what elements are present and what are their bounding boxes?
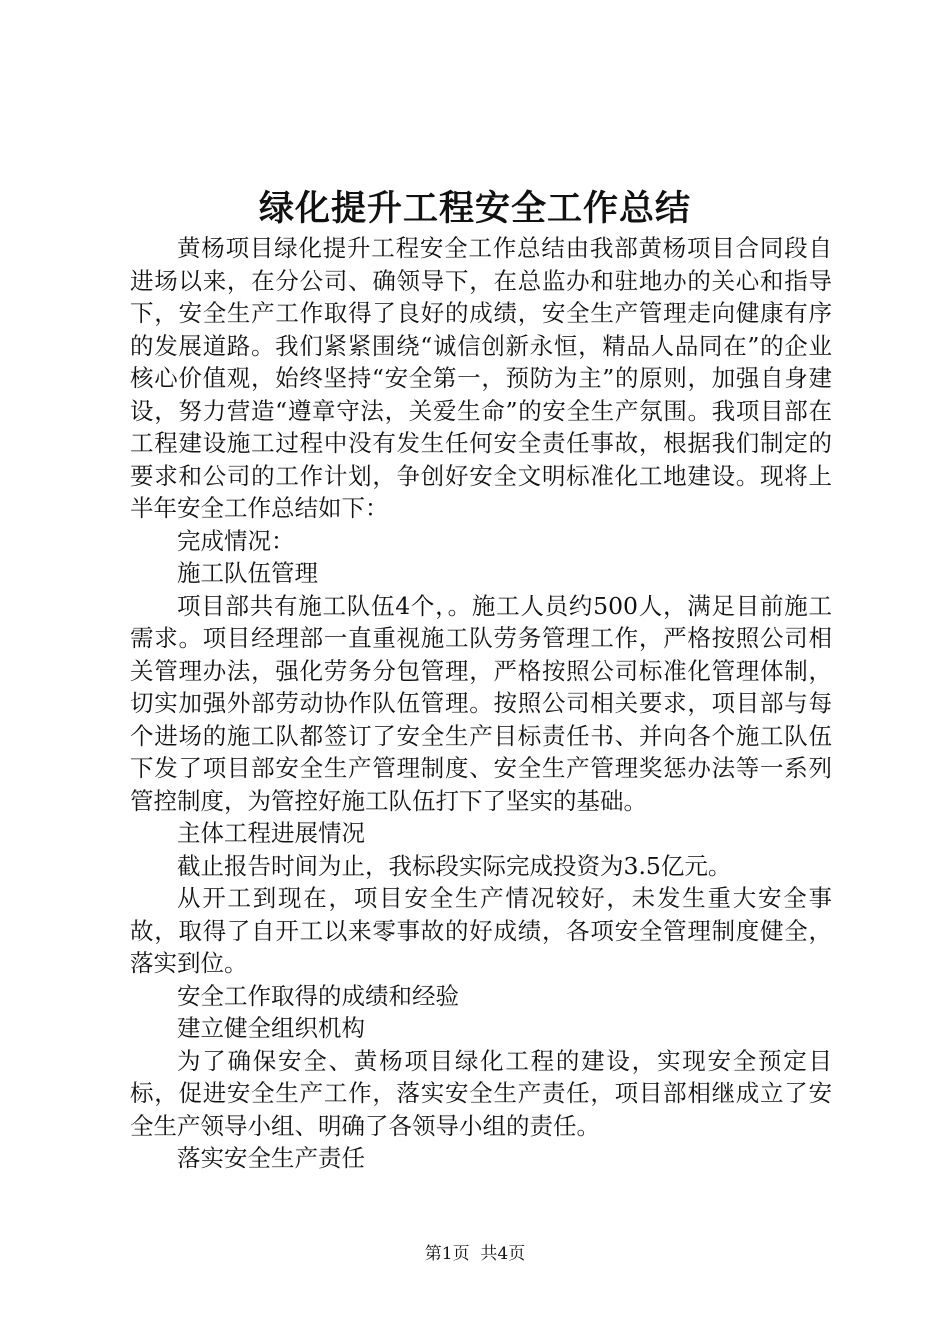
heading-team-management: 施工队伍管理 [177, 559, 318, 587]
heading-responsibility: 落实安全生产责任 [177, 1144, 365, 1172]
page-number: 第1页 [424, 1244, 470, 1264]
page-total: 共4页 [480, 1244, 526, 1264]
paragraph-organization: 为了确保安全、黄杨项目绿化工程的建设，实现安全预定目标，促进安全生产工作，落实安全生产责任，项目部相继成立了安全生产领导小组、明确了各领导小组的责任。 [130, 1046, 832, 1140]
paragraph-team-management: 项目部共有施工队伍4个，。施工人员约500人，满足目前施工需求。项目经理部一直重视施工队劳务管理工作，严格按照公司相关管理办法，强化劳务分包管理，严格按照公司标准化管理体制，切实加强外部劳动协作队伍管理。按照公司相关要求，项目部与每个进场的施工队都签订了安全生产目标责任书、并向各个施工队伍下发了项目部安全生产管理制度、安全生产管理奖惩办法等一系列管控制度，为管控好施工队伍打下了坚实的基础。 [130, 591, 832, 815]
page-footer [0, 1242, 950, 1266]
document-title: 绿化提升工程安全工作总结 [258, 189, 691, 229]
heading-completion-status: 完成情况： [177, 526, 295, 555]
heading-organization: 建立健全组织机构 [177, 1014, 365, 1042]
document-body [130, 232, 832, 1175]
heading-achievements: 安全工作取得的成绩和经验 [177, 981, 459, 1010]
paragraph-investment: 截止报告时间为止，我标段实际完成投资为3.5亿元。 [177, 851, 732, 880]
paragraph-intro: 黄杨项目绿化提升工程安全工作总结由我部黄杨项目合同段自进场以来，在分公司、确领导下，在总监办和驻地办的关心和指导下，安全生产工作取得了良好的成绩，安全生产管理走向健康有序的发展道路。我们紧紧围绕“诚信创新永恒，精品人品同在”的企业核心价值观，始终坚持“安全第一，预防为主”的原则，加强自身建设，努力营造“遵章守法，关爱生命”的安全生产氛围。我项目部在工程建设施工过程中没有发生任何安全责任事故，根据我们制定的要求和公司的工作计划，争创好安全文明标准化工地建设。现将上半年安全工作总结如下： [130, 234, 832, 522]
heading-main-works-progress: 主体工程进展情况 [177, 819, 365, 847]
paragraph-safety-status: 从开工到现在，项目安全生产情况较好，未发生重大安全事故，取得了自开工以来零事故的好成绩，各项安全管理制度健全，落实到位。 [130, 884, 832, 977]
